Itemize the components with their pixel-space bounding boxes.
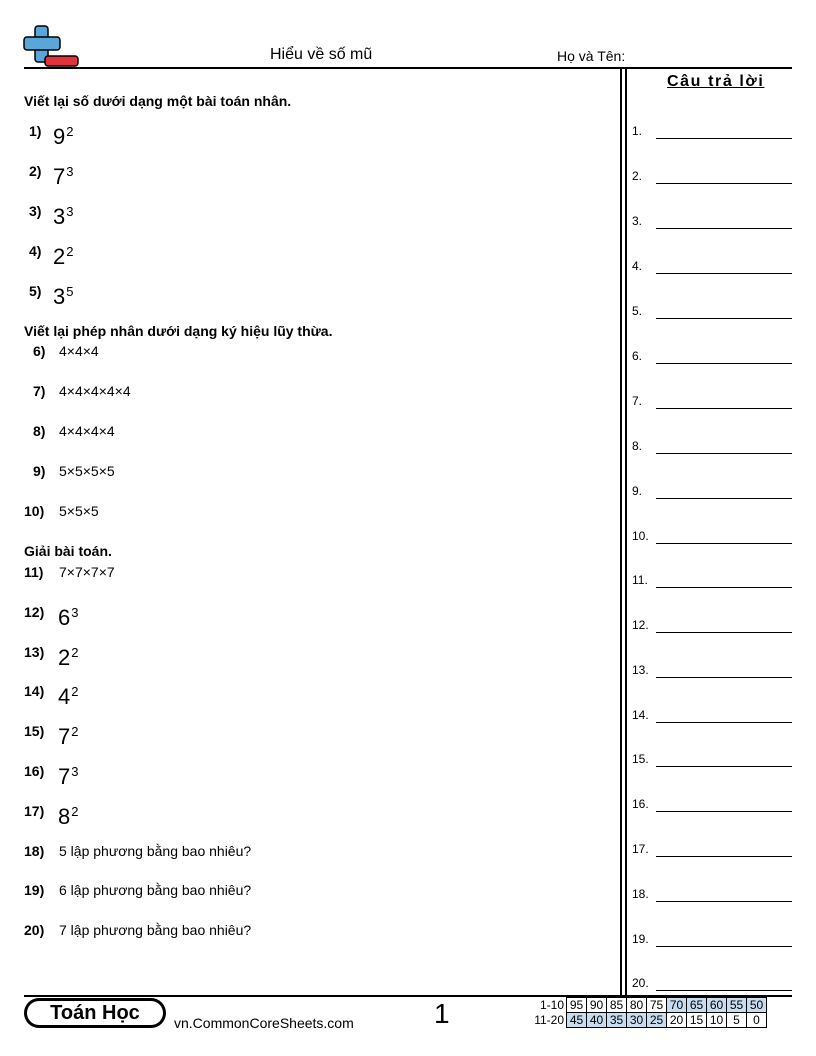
answer-line[interactable] bbox=[656, 318, 792, 319]
question-number: 7) bbox=[33, 383, 46, 399]
page-number: 1 bbox=[434, 998, 450, 1029]
score-cell: 95 bbox=[567, 998, 587, 1013]
question-expression: $6^3$ bbox=[58, 605, 79, 630]
question-expression: $2^2$ bbox=[58, 645, 79, 670]
name-label: Họ và Tên: bbox=[557, 48, 626, 64]
question-expression: $3^5$ bbox=[53, 284, 74, 309]
answer-number: 6. bbox=[632, 349, 643, 363]
answer-line[interactable] bbox=[656, 946, 792, 947]
question-text: 5×5×5×5 bbox=[59, 463, 115, 479]
question-expression: $3^3$ bbox=[53, 204, 74, 229]
question-number: 6) bbox=[33, 343, 46, 359]
score-cell: 5 bbox=[727, 1013, 747, 1028]
answer-number: 18. bbox=[632, 887, 649, 901]
score-row bbox=[530, 1013, 767, 1028]
question-expression: $7^3$ bbox=[58, 764, 79, 789]
answer-line[interactable] bbox=[656, 901, 792, 902]
score-cell: 20 bbox=[667, 1013, 687, 1028]
question-expression: $7^2$ bbox=[58, 724, 79, 749]
answer-line[interactable] bbox=[656, 453, 792, 454]
site-url: vn.CommonCoreSheets.com bbox=[174, 1015, 354, 1031]
answer-line[interactable] bbox=[656, 498, 792, 499]
question-text: 6 lập phương bằng bao nhiêu? bbox=[59, 882, 252, 898]
question-number: 5) bbox=[29, 283, 42, 299]
answer-number: 14. bbox=[632, 708, 649, 722]
answer-number: 12. bbox=[632, 618, 649, 632]
question-expression: $4^2$ bbox=[58, 684, 79, 709]
answer-line[interactable] bbox=[656, 990, 792, 991]
question-text: 5×5×5 bbox=[59, 503, 99, 519]
answer-number: 7. bbox=[632, 394, 643, 408]
question-expression: $2^2$ bbox=[53, 244, 74, 269]
score-cell: 35 bbox=[607, 1013, 627, 1028]
score-cell: 55 bbox=[727, 998, 747, 1013]
score-cell: 0 bbox=[747, 1013, 767, 1028]
answer-line[interactable] bbox=[656, 543, 792, 544]
score-cell: 50 bbox=[747, 998, 767, 1013]
question-number: 3) bbox=[29, 203, 42, 219]
score-cell: 40 bbox=[587, 1013, 607, 1028]
answer-line[interactable] bbox=[656, 856, 792, 857]
answer-number: 16. bbox=[632, 797, 649, 811]
answer-line[interactable] bbox=[656, 811, 792, 812]
logo-plus-minus-icon bbox=[22, 24, 80, 68]
question-number: 10) bbox=[24, 503, 45, 519]
question-number: 9) bbox=[33, 463, 46, 479]
answer-line[interactable] bbox=[656, 273, 792, 274]
question-number: 18) bbox=[24, 843, 45, 859]
answer-number: 20. bbox=[632, 976, 649, 990]
question-number: 1) bbox=[29, 123, 42, 139]
question-text: 7 lập phương bằng bao nhiêu? bbox=[59, 922, 252, 938]
score-cell: 15 bbox=[687, 1013, 707, 1028]
answer-number: 1. bbox=[632, 124, 643, 138]
answer-line[interactable] bbox=[656, 632, 792, 633]
score-cell: 65 bbox=[687, 998, 707, 1013]
answer-line[interactable] bbox=[656, 677, 792, 678]
answer-line[interactable] bbox=[656, 587, 792, 588]
column-divider bbox=[625, 67, 627, 996]
question-number: 4) bbox=[29, 243, 42, 259]
score-row bbox=[530, 998, 767, 1013]
question-number: 19) bbox=[24, 882, 45, 898]
top-divider bbox=[24, 67, 792, 69]
answer-line[interactable] bbox=[656, 138, 792, 139]
section-title: Viết lại phép nhân dưới dạng ký hiệu lũy thừa. bbox=[24, 323, 333, 339]
score-cell: 10 bbox=[707, 1013, 727, 1028]
answer-number: 8. bbox=[632, 439, 643, 453]
answer-line[interactable] bbox=[656, 408, 792, 409]
answer-number: 5. bbox=[632, 304, 643, 318]
answer-number: 17. bbox=[632, 842, 649, 856]
question-number: 17) bbox=[24, 803, 45, 819]
question-expression: $9^2$ bbox=[53, 124, 74, 149]
question-number: 2) bbox=[29, 163, 42, 179]
section-title: Giải bài toán. bbox=[24, 543, 112, 559]
answer-line[interactable] bbox=[656, 722, 792, 723]
question-number: 16) bbox=[24, 763, 45, 779]
question-expression: $7^3$ bbox=[53, 164, 74, 189]
question-text: 4×4×4 bbox=[59, 343, 99, 359]
page-title: Hiểu về số mũ bbox=[270, 46, 373, 63]
score-cell: 90 bbox=[587, 998, 607, 1013]
score-row-label: 1-10 bbox=[539, 998, 564, 1012]
score-cell: 45 bbox=[567, 1013, 587, 1028]
answer-number: 13. bbox=[632, 663, 649, 677]
question-text: 5 lập phương bằng bao nhiêu? bbox=[59, 843, 252, 859]
answers-heading: Câu trả lời bbox=[667, 73, 765, 90]
answer-number: 10. bbox=[632, 529, 649, 543]
question-number: 11) bbox=[24, 564, 44, 580]
column-divider bbox=[620, 67, 622, 996]
score-cell: 60 bbox=[707, 998, 727, 1013]
question-number: 8) bbox=[33, 423, 46, 439]
question-number: 14) bbox=[24, 683, 45, 699]
question-expression: $8^2$ bbox=[58, 804, 79, 829]
answer-number: 3. bbox=[632, 214, 643, 228]
answer-number: 2. bbox=[632, 169, 643, 183]
question-text: 4×4×4×4×4 bbox=[59, 383, 131, 399]
question-number: 20) bbox=[24, 922, 45, 938]
score-cell: 85 bbox=[607, 998, 627, 1013]
answer-line[interactable] bbox=[656, 766, 792, 767]
score-row-label: 11-20 bbox=[534, 1013, 564, 1027]
answer-line[interactable] bbox=[656, 363, 792, 364]
question-number: 13) bbox=[24, 644, 45, 660]
score-cell: 70 bbox=[667, 998, 687, 1013]
question-number: 12) bbox=[24, 604, 45, 620]
answer-number: 11. bbox=[632, 573, 648, 587]
answer-number: 4. bbox=[632, 259, 643, 273]
answer-number: 15. bbox=[632, 752, 649, 766]
answer-number: 9. bbox=[632, 484, 643, 498]
score-cell: 80 bbox=[627, 998, 647, 1013]
score-table bbox=[530, 997, 767, 1028]
brand-label: Toán Học bbox=[27, 1001, 163, 1025]
answer-number: 19. bbox=[632, 932, 649, 946]
brand-badge bbox=[24, 998, 166, 1028]
section-title: Viết lại số dưới dạng một bài toán nhân. bbox=[24, 93, 292, 109]
score-cell: 75 bbox=[647, 998, 667, 1013]
question-number: 15) bbox=[24, 723, 45, 739]
question-text: 4×4×4×4 bbox=[59, 423, 115, 439]
question-text: 7×7×7×7 bbox=[59, 564, 115, 580]
score-cell: 25 bbox=[647, 1013, 667, 1028]
answer-line[interactable] bbox=[656, 183, 792, 184]
answer-line[interactable] bbox=[656, 228, 792, 229]
score-cell: 30 bbox=[627, 1013, 647, 1028]
